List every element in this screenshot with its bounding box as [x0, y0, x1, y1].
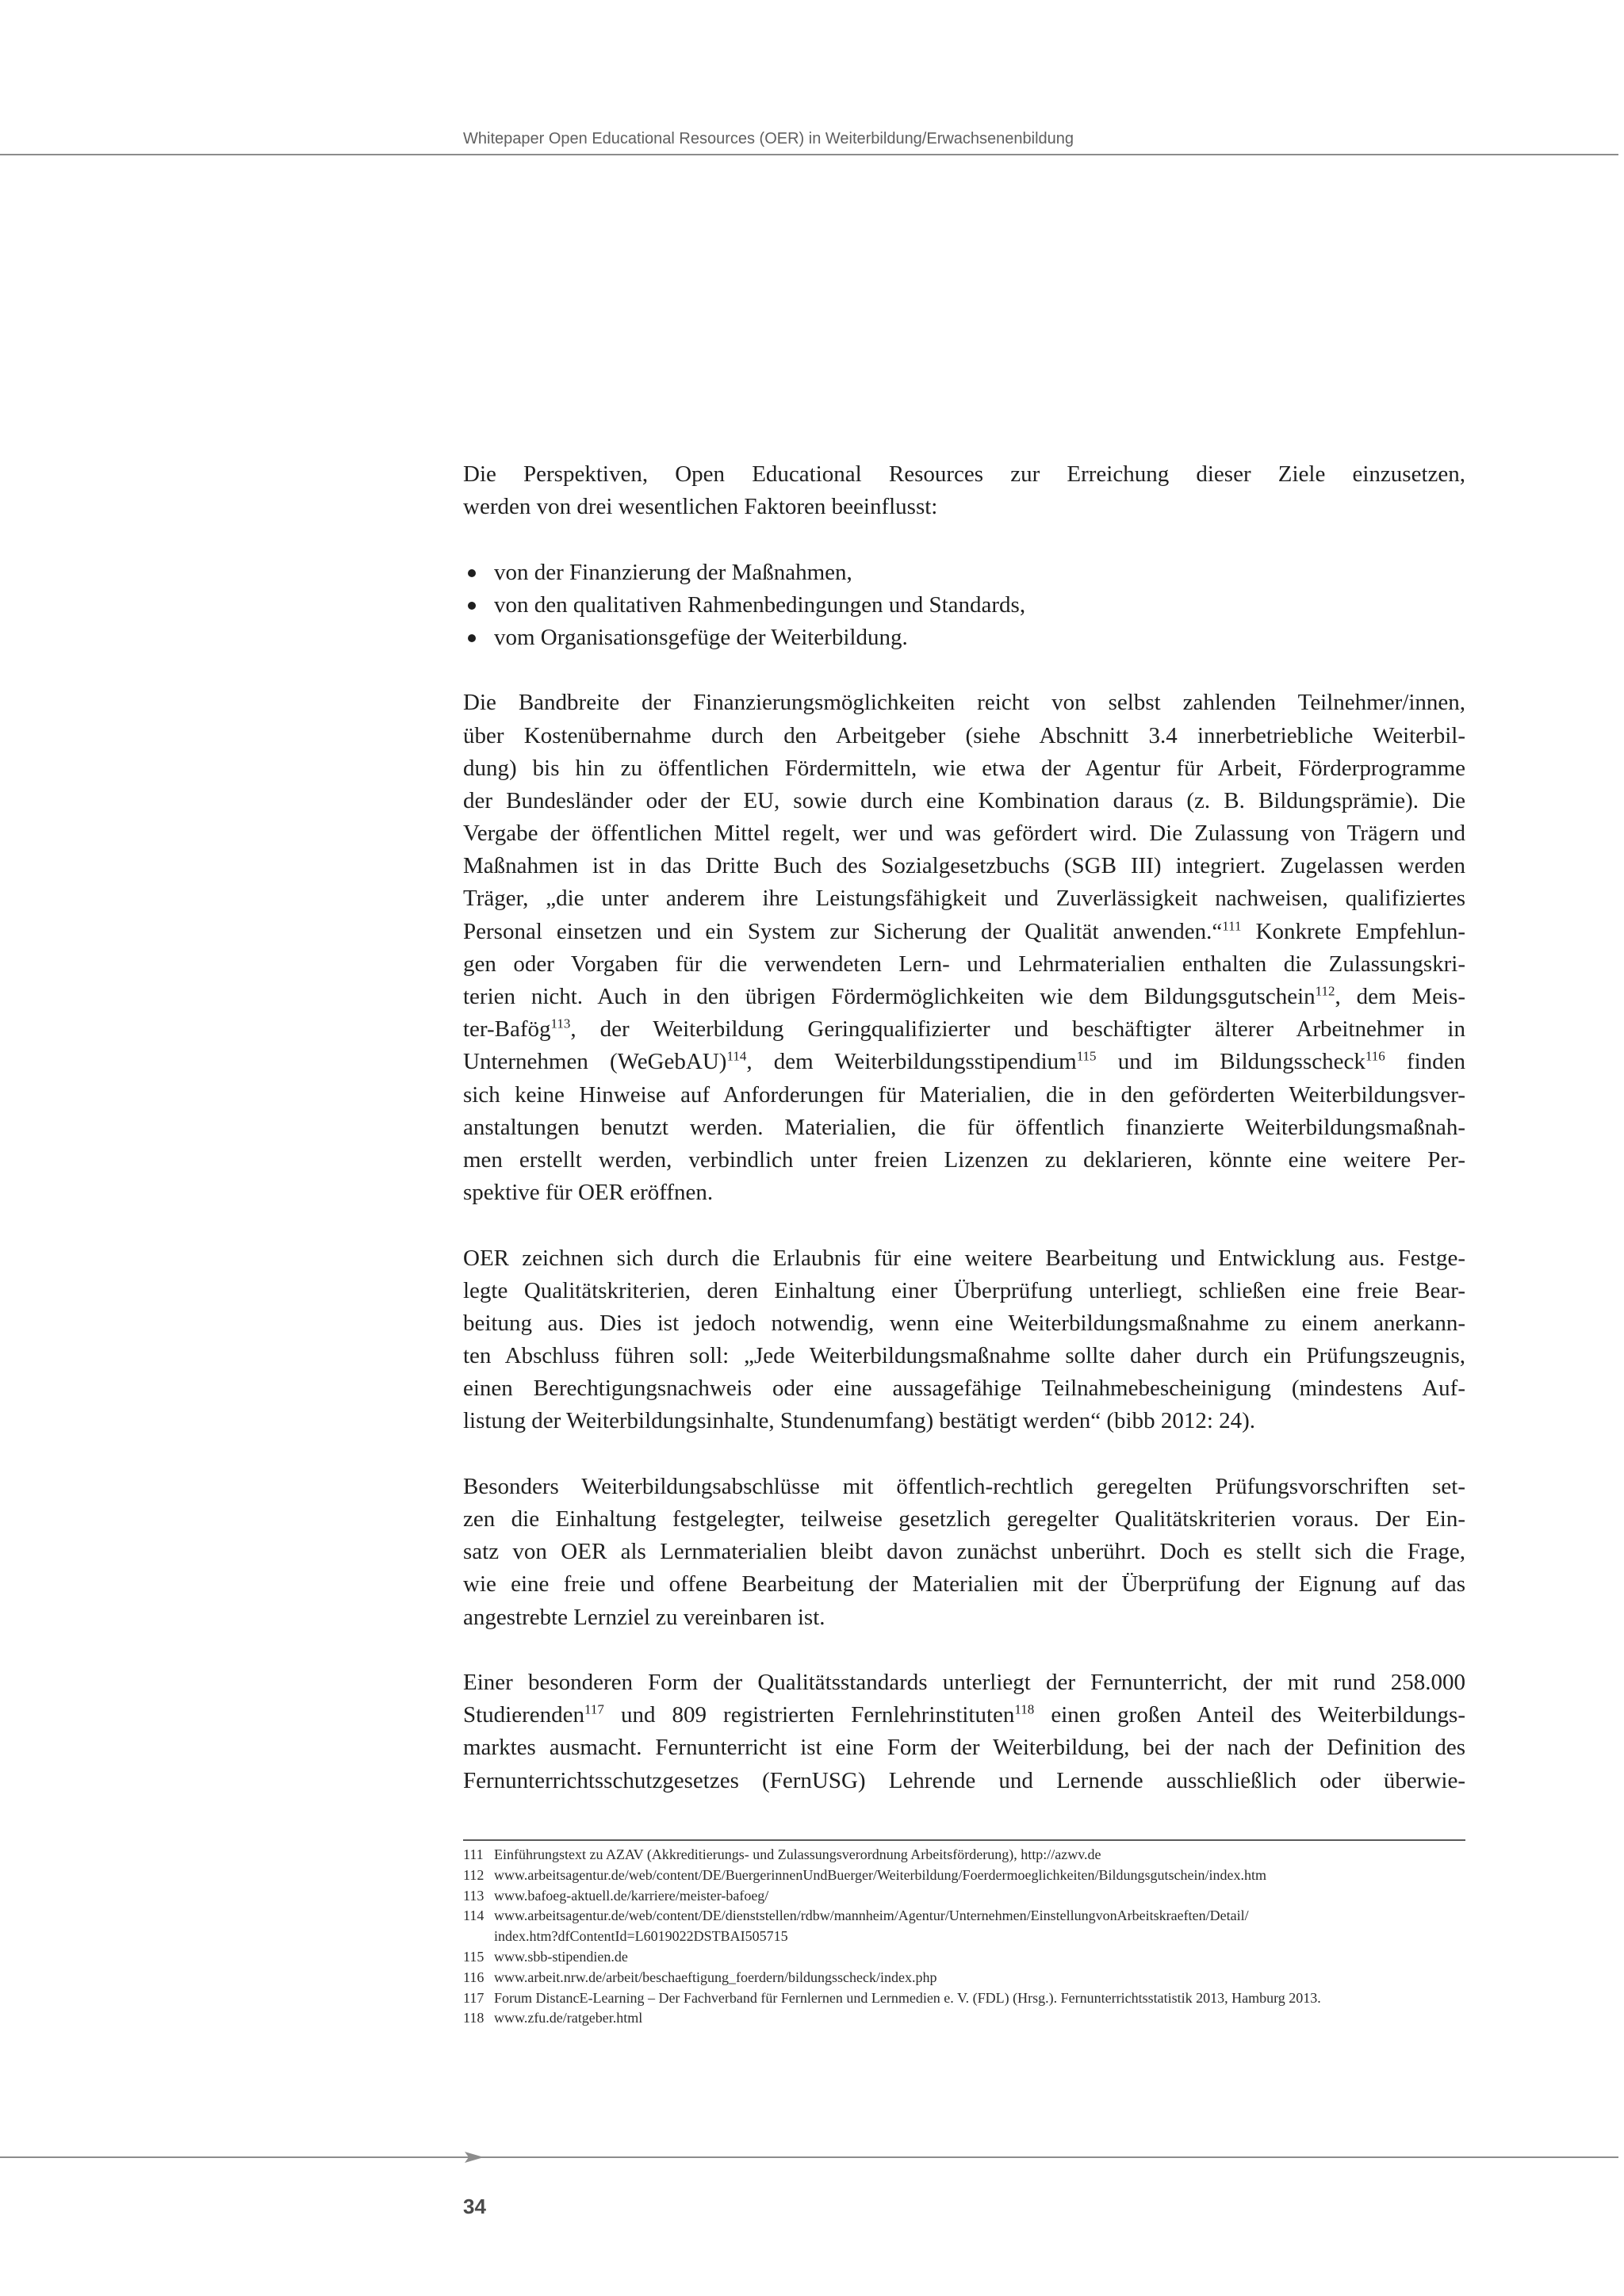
footnote-number: 117 [463, 1989, 485, 2006]
footnote-line: www.arbeit.nrw.de/arbeit/beschaeftigung_foerdern/bildungsscheck/index.php [494, 1969, 937, 1985]
text-line: marktes ausmacht. Fernunterricht ist eine Form der Weiterbildung, bei der nach der Definition des [463, 1735, 1465, 1761]
text-line: satz von OER als Lernmaterialien bleibt davon zunächst unberührt. Doch es stellt sich die Frage, [463, 1539, 1465, 1565]
text-segment: terien nicht. Auch in den übrigen Fördermöglichkeiten wie dem Bildungsgutschein [463, 984, 1316, 1009]
footnote-line: www.arbeitsagentur.de/web/content/DE/dienststellen/rdbw/mannheim/Agentur/Unternehmen/EinstellungvonArbeitskraeften/Detail/ [494, 1908, 1249, 1924]
footnote-reference: 118 [1014, 1701, 1035, 1717]
text-line: der Bundesländer oder der EU, sowie durch eine Kombination daraus (z. B. Bildungsprämie). Die [463, 787, 1465, 813]
text-line [463, 981, 1465, 1013]
footnote-reference: 112 [1315, 983, 1335, 999]
bullet-list [463, 557, 1465, 655]
text-line: Maßnahmen ist in das Dritte Buch des Sozialgesetzbuchs (SGB III) integriert. Zugelassen werden [463, 853, 1465, 879]
footnote-separator [463, 1839, 1465, 1841]
bullet-item [463, 557, 1465, 589]
text-line: angestrebte Lernziel zu vereinbaren ist. [463, 1604, 825, 1630]
text-line: Die Perspektiven, Open Educational Resources zur Erreichung dieser Ziele einzusetzen, [463, 461, 1465, 487]
footnote [463, 2008, 1465, 2029]
text-line [463, 1046, 1465, 1078]
arrow-icon [465, 2151, 484, 2164]
text-line: beitung aus. Dies ist jedoch notwendig, wenn eine Weiterbildungsmaßnahme zu einem anerkann- [463, 1310, 1465, 1336]
footnote-number: 111 [463, 1846, 484, 1862]
text-line: sich keine Hinweise auf Anforderungen für Materialien, die in den geförderten Weiterbildungsver- [463, 1081, 1465, 1108]
bullet-icon [468, 569, 476, 577]
footnote [463, 1845, 1465, 1866]
bullet-text: vom Organisationsgefüge der Weiterbildung. [494, 624, 908, 650]
text-line: werden von drei wesentlichen Faktoren beeinflusst: [463, 494, 938, 520]
footnote-number: 118 [463, 2010, 485, 2026]
paragraph [463, 1242, 1465, 1438]
text-line: anstaltungen benutzt werden. Materialien, die für öffentlich finanzierte Weiterbildungsmaßnah- [463, 1114, 1465, 1140]
footnote-text [494, 1886, 1465, 1907]
text-segment: einen großen Anteil des Weiterbildungs- [1034, 1702, 1465, 1728]
text-line: zen die Einhaltung festgelegter, teilweise gesetzlich geregelter Qualitätskriterien voraus. Der Ein- [463, 1506, 1465, 1532]
footnote-line: www.zfu.de/ratgeber.html [494, 2010, 643, 2026]
footnote-reference: 114 [726, 1048, 747, 1064]
text-line: men erstellt werden, verbindlich unter freien Lizenzen zu deklarieren, könnte eine weitere Per- [463, 1146, 1465, 1173]
paragraph [463, 1471, 1465, 1634]
text-line [463, 1699, 1465, 1732]
footnote [463, 1988, 1465, 2009]
footnote-text [494, 1866, 1465, 1886]
page-number: 34 [463, 2195, 486, 2218]
paragraph [463, 687, 1465, 1209]
footnote-number: 112 [463, 1866, 485, 1883]
text-segment: finden [1385, 1049, 1465, 1075]
footnote-line: www.bafoeg-aktuell.de/karriere/meister-bafoeg/ [494, 1887, 769, 1904]
text-line: Vergabe der öffentlichen Mittel regelt, wer und was gefördert wird. Die Zulassung von Trägern und [463, 821, 1465, 847]
text-line [463, 916, 1465, 948]
text-line: ten Abschluss führen soll: „Jede Weiterbildungsmaßnahme sollte daher durch ein Prüfungszeugnis, [463, 1343, 1465, 1369]
footnote-reference: 116 [1365, 1048, 1385, 1064]
footnote [463, 1947, 1465, 1968]
footnote [463, 1906, 1465, 1947]
footnote [463, 1968, 1465, 1988]
text-line: einen Berechtigungsnachweis oder eine aussagefähige Teilnahmebescheinigung (mindestens Auf- [463, 1376, 1465, 1402]
footnote-line: www.sbb-stipendien.de [494, 1948, 628, 1965]
text-segment: , der Weiterbildung Geringqualifizierter und beschäftigter älterer Arbeitnehmer in [570, 1016, 1465, 1043]
text-line: Einer besonderen Form der Qualitätsstandards unterliegt der Fernunterricht, der mit rund 258.000 [463, 1669, 1465, 1695]
text-segment: Unternehmen (WeGebAU) [463, 1049, 727, 1075]
footnote-line: www.arbeitsagentur.de/web/content/DE/BuergerinnenUndBuerger/Weiterbildung/Foerdermoeglichkeiten/Bildungsgutschein/index.htm [494, 1866, 1266, 1883]
bullet-item [463, 622, 1465, 654]
footnote-line: Einführungstext zu AZAV (Akkreditierungs- und Zulassungsverordnung Arbeitsförderung), http://azwv.de [494, 1846, 1101, 1862]
footnote-reference: 117 [584, 1701, 604, 1717]
bullet-item [463, 589, 1465, 622]
text-line: wie eine freie und offene Bearbeitung der Materialien mit der Überprüfung der Eignung auf das [463, 1571, 1465, 1598]
text-segment: ter-Bafög [463, 1016, 551, 1043]
footnote-text [494, 1988, 1465, 2009]
paragraph [463, 458, 1465, 523]
footnote-number: 114 [463, 1908, 485, 1924]
text-segment: Studierenden [463, 1702, 585, 1728]
text-segment: und 809 registrierten Fernlehrinstituten [603, 1702, 1015, 1728]
text-line: spektive für OER eröffnen. [463, 1180, 714, 1206]
footnote-reference: 113 [550, 1016, 571, 1031]
footer-rule [0, 2156, 1618, 2158]
text-segment: Konkrete Empfehlun- [1241, 918, 1465, 944]
text-segment: , dem Weiterbildungsstipendium [746, 1049, 1077, 1075]
text-line [463, 1013, 1465, 1046]
text-line: gen oder Vorgaben für die verwendeten Lern- und Lehrmaterialien enthalten die Zulassungskri- [463, 951, 1465, 977]
footnote-text [494, 1845, 1465, 1866]
footnote [463, 1886, 1465, 1907]
text-segment: , dem Meis- [1335, 984, 1465, 1009]
footnote-number: 116 [463, 1969, 485, 1985]
footnote-line: index.htm?dfContentId=L6019022DSTBAI505715 [494, 1928, 788, 1945]
text-line: Träger, „die unter anderem ihre Leistungsfähigkeit und Zuverlässigkeit nachweisen, qualifiziertes [463, 886, 1465, 912]
bullet-icon [468, 634, 476, 642]
header-rule [0, 154, 1618, 155]
footnote-reference: 115 [1076, 1048, 1097, 1064]
text-segment: und im Bildungsscheck [1096, 1049, 1365, 1075]
text-segment: Personal einsetzen und ein System zur Sicherung der Qualität anwenden.“ [463, 918, 1223, 944]
footnote-text [494, 2008, 1465, 2029]
text-line: listung der Weiterbildungsinhalte, Stundenumfang) bestätigt werden“ (bibb 2012: 24). [463, 1408, 1256, 1434]
text-line: über Kostenübernahme durch den Arbeitgeber (siehe Abschnitt 3.4 innerbetriebliche Weiterbil- [463, 722, 1465, 748]
footnote-number: 115 [463, 1948, 485, 1965]
text-line: Fernunterrichtsschutzgesetzes (FernUSG) Lehrende und Lernende ausschließlich oder überwie- [463, 1767, 1465, 1793]
text-line: legte Qualitätskriterien, deren Einhaltung einer Überprüfung unterliegt, schließen eine freie Bear- [463, 1277, 1465, 1303]
footnote [463, 1866, 1465, 1886]
main-text [463, 458, 1465, 1830]
paragraph [463, 1667, 1465, 1797]
header-title: Whitepaper Open Educational Resources (OER) in Weiterbildung/Erwachsenenbildung [463, 130, 1074, 147]
footnote-text [494, 1968, 1465, 1988]
bullet-icon [468, 602, 476, 610]
text-line: Die Bandbreite der Finanzierungsmöglichkeiten reicht von selbst zahlenden Teilnehmer/innen, [463, 690, 1465, 716]
text-line: OER zeichnen sich durch die Erlaubnis für eine weitere Bearbeitung und Entwicklung aus. Festge- [463, 1245, 1465, 1271]
text-line: Besonders Weiterbildungsabschlüsse mit öffentlich-rechtlich geregelten Prüfungsvorschriften set- [463, 1473, 1465, 1499]
footnotes [463, 1845, 1465, 2029]
footnote-text [494, 1906, 1465, 1947]
footnote-number: 113 [463, 1887, 485, 1904]
text-line: dung) bis hin zu öffentlichen Fördermitteln, wie etwa der Agentur für Arbeit, Förderprogramme [463, 755, 1465, 781]
footnote-line: Forum DistancE-Learning – Der Fachverband für Fernlernen und Lernmedien e. V. (FDL) (Hrsg.). Fernunterrichtsstatistik 2013, Hamburg 2013. [494, 1989, 1321, 2006]
bullet-text: von der Finanzierung der Maßnahmen, [494, 559, 852, 585]
footnote-reference: 111 [1222, 917, 1242, 933]
footnote-text [494, 1947, 1465, 1968]
bullet-text: von den qualitativen Rahmenbedingungen und Standards, [494, 591, 1026, 618]
